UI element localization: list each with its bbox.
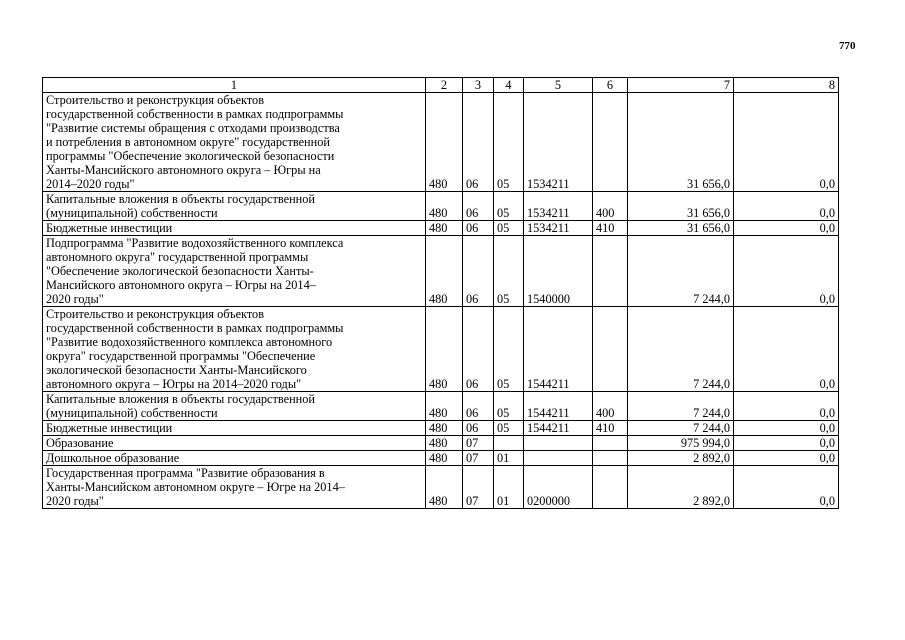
cell-col-3: 06 [463, 236, 494, 307]
cell-col-7: 7 244,0 [628, 421, 734, 436]
cell-col-6 [593, 307, 628, 392]
cell-name: Подпрограмма "Развитие водохозяйственного комплекса автономного округа" государственной программы "Обеспечение экологической безопасности Ханты- Мансийского автономного округа – Югры на 2014– 2020 годы" [43, 236, 426, 307]
cell-col-3: 06 [463, 421, 494, 436]
cell-col-6 [593, 466, 628, 509]
table-row [43, 451, 839, 466]
cell-col-3: 07 [463, 466, 494, 509]
cell-col-8: 0,0 [734, 451, 839, 466]
cell-col-7: 31 656,0 [628, 192, 734, 221]
table-row [43, 421, 839, 436]
cell-col-7: 2 892,0 [628, 451, 734, 466]
cell-name: Капитальные вложения в объекты государственной (муниципальной) собственности [43, 192, 426, 221]
page-number: 770 [839, 40, 856, 52]
cell-col-8: 0,0 [734, 307, 839, 392]
cell-col-6 [593, 451, 628, 466]
cell-col-6: 410 [593, 221, 628, 236]
cell-col-5: 1544211 [524, 392, 593, 421]
cell-col-3: 06 [463, 307, 494, 392]
cell-col-7: 7 244,0 [628, 392, 734, 421]
cell-col-3: 06 [463, 192, 494, 221]
table-row [43, 192, 839, 221]
cell-col-5: 1540000 [524, 236, 593, 307]
cell-col-3: 06 [463, 93, 494, 192]
cell-name: Бюджетные инвестиции [43, 421, 426, 436]
cell-col-2: 480 [426, 192, 463, 221]
column-header-7: 7 [628, 78, 734, 93]
cell-col-4: 05 [494, 392, 524, 421]
cell-col-2: 480 [426, 421, 463, 436]
cell-col-2: 480 [426, 221, 463, 236]
table-row [43, 466, 839, 509]
cell-col-7: 2 892,0 [628, 466, 734, 509]
cell-col-8: 0,0 [734, 192, 839, 221]
cell-col-5: 1544211 [524, 421, 593, 436]
cell-col-7: 7 244,0 [628, 236, 734, 307]
cell-name: Строительство и реконструкция объектов государственной собственности в рамках подпрограммы "Развитие водохозяйственного комплекса автономного округа" государственной программы "Обеспечение экологической безопасности Ханты-Мансийского автономного округа – Югры на 2014–2020 годы" [43, 307, 426, 392]
cell-col-5: 1534211 [524, 221, 593, 236]
cell-col-4: 05 [494, 307, 524, 392]
cell-name: Государственная программа "Развитие образования в Ханты-Мансийском автономном округе – Югре на 2014– 2020 годы" [43, 466, 426, 509]
column-header-4: 4 [494, 78, 524, 93]
cell-col-8: 0,0 [734, 421, 839, 436]
cell-col-5: 1544211 [524, 307, 593, 392]
cell-col-8: 0,0 [734, 466, 839, 509]
cell-col-3: 07 [463, 436, 494, 451]
cell-col-6: 410 [593, 421, 628, 436]
cell-col-4: 01 [494, 451, 524, 466]
cell-col-3: 07 [463, 451, 494, 466]
cell-col-4: 05 [494, 221, 524, 236]
cell-col-6 [593, 436, 628, 451]
cell-name: Капитальные вложения в объекты государственной (муниципальной) собственности [43, 392, 426, 421]
cell-name: Бюджетные инвестиции [43, 221, 426, 236]
table-row [43, 307, 839, 392]
cell-name: Образование [43, 436, 426, 451]
cell-col-5: 0200000 [524, 466, 593, 509]
cell-col-4: 01 [494, 466, 524, 509]
cell-col-4: 05 [494, 192, 524, 221]
cell-col-2: 480 [426, 466, 463, 509]
header-row [43, 78, 839, 93]
cell-name: Строительство и реконструкция объектов государственной собственности в рамках подпрограммы "Развитие системы обращения с отходами производства и потребления в автономном округе" государственной программы "Обеспечение экологической безопасности Ханты-Мансийского автономного округа – Югры на 2014–2020 годы" [43, 93, 426, 192]
cell-col-3: 06 [463, 221, 494, 236]
cell-col-8: 0,0 [734, 236, 839, 307]
cell-col-6: 400 [593, 192, 628, 221]
column-header-3: 3 [463, 78, 494, 93]
cell-col-7: 31 656,0 [628, 221, 734, 236]
cell-col-4: 05 [494, 93, 524, 192]
cell-col-2: 480 [426, 451, 463, 466]
cell-col-2: 480 [426, 436, 463, 451]
table-row [43, 236, 839, 307]
column-header-6: 6 [593, 78, 628, 93]
cell-col-3: 06 [463, 392, 494, 421]
cell-col-6 [593, 236, 628, 307]
cell-col-8: 0,0 [734, 392, 839, 421]
cell-col-7: 7 244,0 [628, 307, 734, 392]
table-row [43, 221, 839, 236]
cell-col-4: 05 [494, 236, 524, 307]
cell-col-2: 480 [426, 93, 463, 192]
budget-table [42, 77, 839, 509]
cell-col-7: 975 994,0 [628, 436, 734, 451]
cell-col-5: 1534211 [524, 93, 593, 192]
cell-col-2: 480 [426, 392, 463, 421]
cell-col-8: 0,0 [734, 93, 839, 192]
cell-col-5: 1534211 [524, 192, 593, 221]
cell-col-7: 31 656,0 [628, 93, 734, 192]
cell-col-2: 480 [426, 236, 463, 307]
cell-col-4 [494, 436, 524, 451]
cell-col-8: 0,0 [734, 436, 839, 451]
cell-col-2: 480 [426, 307, 463, 392]
cell-col-5 [524, 436, 593, 451]
table-row [43, 392, 839, 421]
cell-col-6: 400 [593, 392, 628, 421]
cell-col-6 [593, 93, 628, 192]
column-header-5: 5 [524, 78, 593, 93]
column-header-8: 8 [734, 78, 839, 93]
table-row [43, 93, 839, 192]
table-row [43, 436, 839, 451]
cell-col-4: 05 [494, 421, 524, 436]
cell-name: Дошкольное образование [43, 451, 426, 466]
column-header-1: 1 [43, 78, 426, 93]
cell-col-5 [524, 451, 593, 466]
column-header-2: 2 [426, 78, 463, 93]
table-body [43, 93, 839, 509]
cell-col-8: 0,0 [734, 221, 839, 236]
